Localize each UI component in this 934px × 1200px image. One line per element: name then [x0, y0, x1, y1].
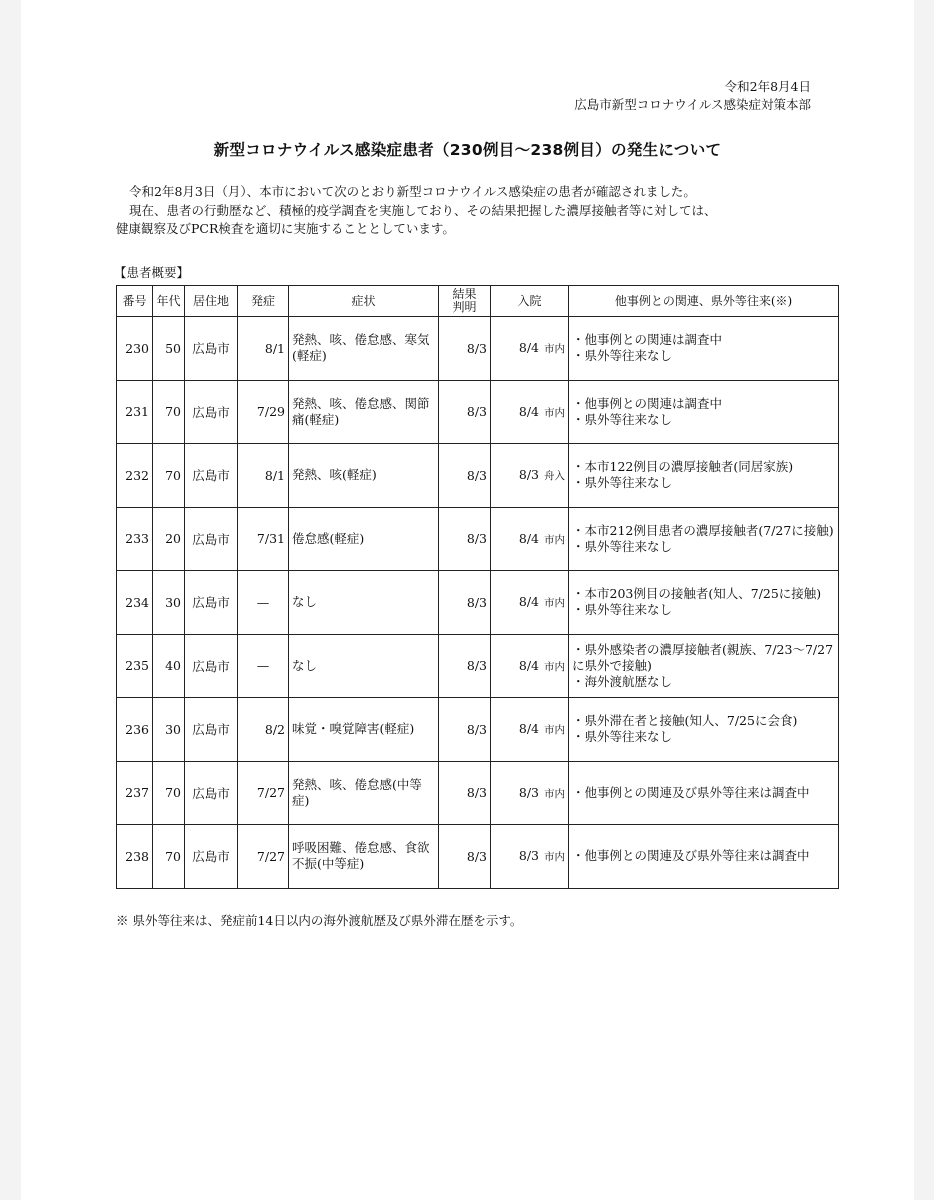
relation-line: ・本市203例目の接触者(知人、7/25に接触)	[572, 586, 822, 602]
admission-date: 8/4	[518, 721, 539, 737]
relation-line: ・県外等往来なし	[572, 475, 673, 491]
cell-no: 236	[117, 698, 153, 762]
cell-age: 40	[153, 634, 185, 698]
table-row	[117, 380, 839, 444]
admission-location: 市内	[544, 343, 565, 356]
cell-relation	[569, 825, 839, 889]
admission-location: 市内	[544, 597, 565, 610]
cell-admission	[491, 507, 569, 571]
cell-no: 237	[117, 761, 153, 825]
admission-date: 8/4	[518, 403, 539, 419]
table-row	[117, 571, 839, 635]
document-title: 新型コロナウイルス感染症患者（230例目～238例目）の発生について	[213, 141, 722, 159]
cell-relation	[569, 444, 839, 508]
cell-relation	[569, 507, 839, 571]
cell-age: 70	[153, 761, 185, 825]
cell-admission	[491, 698, 569, 762]
cell-age: 50	[153, 317, 185, 381]
table-row	[117, 317, 839, 381]
header-result-line1: 結果	[452, 287, 477, 301]
admission-date: 8/4	[518, 530, 539, 546]
header-symptoms: 症状	[289, 286, 439, 317]
admission-date: 8/4	[518, 340, 539, 356]
table-row	[117, 634, 839, 698]
cell-no: 233	[117, 507, 153, 571]
relation-line: ・県外等往来なし	[572, 538, 673, 554]
cell-admission	[491, 380, 569, 444]
admission-date: 8/4	[518, 657, 539, 673]
cell-age: 30	[153, 698, 185, 762]
cell-onset: —	[238, 634, 289, 698]
cell-residence: 広島市	[185, 634, 238, 698]
cell-residence: 広島市	[185, 825, 238, 889]
header-result-line2: 判明	[452, 300, 477, 314]
cell-onset: 7/27	[238, 761, 289, 825]
header-admission: 入院	[491, 286, 569, 317]
cell-relation	[569, 761, 839, 825]
paragraph: 現在、患者の行動歴など、積極的疫学調査を実施しており、その結果把握した濃厚接触者等に対しては、	[129, 202, 717, 218]
cell-onset: 8/1	[238, 317, 289, 381]
table-header-row	[117, 286, 839, 317]
cell-onset: 7/29	[238, 380, 289, 444]
cell-onset: 7/27	[238, 825, 289, 889]
cell-age: 20	[153, 507, 185, 571]
cell-residence: 広島市	[185, 380, 238, 444]
cell-relation	[569, 634, 839, 698]
cell-result: 8/3	[439, 634, 491, 698]
cell-result: 8/3	[439, 761, 491, 825]
cell-age: 30	[153, 571, 185, 635]
admission-date: 8/3	[518, 467, 539, 483]
relation-line: ・海外渡航歴なし	[572, 673, 673, 689]
cell-onset: 8/2	[238, 698, 289, 762]
cell-symptoms: 呼吸困難、倦怠感、食欲不振(中等症)	[289, 825, 439, 889]
cell-no: 231	[117, 380, 153, 444]
table-row	[117, 507, 839, 571]
cell-result: 8/3	[439, 444, 491, 508]
cell-age: 70	[153, 825, 185, 889]
paragraph: 令和2年8月3日（月）、本市において次のとおり新型コロナウイルス感染症の患者が確認されました。	[129, 184, 696, 199]
cell-admission	[491, 317, 569, 381]
admission-date: 8/3	[518, 848, 539, 864]
relation-line: ・県外等往来なし	[572, 348, 673, 364]
section-label: 【患者概要】	[114, 265, 190, 280]
cell-result: 8/3	[439, 571, 491, 635]
cell-age: 70	[153, 380, 185, 444]
header-onset: 発症	[238, 286, 289, 317]
cell-no: 234	[117, 571, 153, 635]
cell-admission	[491, 761, 569, 825]
cell-symptoms: 発熱、咳、倦怠感、関節痛(軽症)	[289, 380, 439, 444]
relation-line: ・他事例との関連及び県外等往来は調査中	[572, 784, 810, 800]
header-age: 年代	[153, 286, 185, 317]
cell-onset: —	[238, 571, 289, 635]
footnote: ※ 県外等往来は、発症前14日以内の海外渡航歴及び県外滞在歴を示す。	[116, 913, 523, 928]
admission-date: 8/4	[518, 594, 539, 610]
relation-line: ・本市122例目の濃厚接触者(同居家族)	[572, 459, 794, 475]
cell-result: 8/3	[439, 380, 491, 444]
cell-onset: 8/1	[238, 444, 289, 508]
cell-age: 70	[153, 444, 185, 508]
relation-line: ・本市212例目患者の濃厚接触者(7/27に接触)	[572, 522, 834, 538]
cell-residence: 広島市	[185, 444, 238, 508]
patient-table	[116, 285, 839, 889]
paragraph: 健康観察及びPCR検査を適切に実施することとしています。	[116, 221, 455, 236]
header-no: 番号	[117, 286, 153, 317]
relation-line: ・他事例との関連は調査中	[572, 332, 723, 348]
admission-location: 市内	[544, 406, 565, 419]
cell-symptoms: なし	[289, 634, 439, 698]
cell-no: 230	[117, 317, 153, 381]
cell-result: 8/3	[439, 698, 491, 762]
table-row	[117, 698, 839, 762]
header-result	[439, 286, 491, 317]
admission-location: 市内	[544, 787, 565, 800]
relation-line: ・県外等往来なし	[572, 602, 673, 618]
table-row	[117, 444, 839, 508]
cell-residence: 広島市	[185, 507, 238, 571]
relation-line: ・県外等往来なし	[572, 411, 673, 427]
cell-symptoms: なし	[289, 571, 439, 635]
header-residence: 居住地	[185, 286, 238, 317]
cell-result: 8/3	[439, 317, 491, 381]
relation-line: ・他事例との関連は調査中	[572, 395, 723, 411]
cell-admission	[491, 825, 569, 889]
admission-location: 舟入	[544, 470, 565, 483]
admission-location: 市内	[544, 660, 565, 673]
cell-symptoms: 発熱、咳、倦怠感(中等症)	[289, 761, 439, 825]
relation-line: ・他事例との関連及び県外等往来は調査中	[572, 848, 810, 864]
issuing-organization: 広島市新型コロナウイルス感染症対策本部	[574, 97, 811, 112]
cell-relation	[569, 380, 839, 444]
cell-residence: 広島市	[185, 698, 238, 762]
admission-location: 市内	[544, 533, 565, 546]
admission-location: 市内	[544, 724, 565, 737]
relation-line: ・県外滞在者と接触(知人、7/25に会食)	[572, 713, 798, 729]
cell-symptoms: 倦怠感(軽症)	[289, 507, 439, 571]
cell-admission	[491, 634, 569, 698]
cell-admission	[491, 444, 569, 508]
cell-symptoms: 発熱、咳(軽症)	[289, 444, 439, 508]
cell-admission	[491, 571, 569, 635]
cell-result: 8/3	[439, 507, 491, 571]
cell-relation	[569, 317, 839, 381]
cell-residence: 広島市	[185, 761, 238, 825]
body-text	[116, 183, 836, 239]
issue-date: 令和2年8月4日	[724, 79, 811, 94]
cell-symptoms: 発熱、咳、倦怠感、寒気(軽症)	[289, 317, 439, 381]
cell-result: 8/3	[439, 825, 491, 889]
table-row	[117, 825, 839, 889]
cell-no: 235	[117, 634, 153, 698]
cell-onset: 7/31	[238, 507, 289, 571]
relation-line: ・県外感染者の濃厚接触者(親族、7/23～7/27に県外で接触)	[572, 641, 834, 673]
cell-residence: 広島市	[185, 571, 238, 635]
admission-date: 8/3	[518, 784, 539, 800]
cell-residence: 広島市	[185, 317, 238, 381]
cell-relation	[569, 571, 839, 635]
cell-no: 238	[117, 825, 153, 889]
header-relation: 他事例との関連、県外等往来(※)	[569, 286, 839, 317]
cell-no: 232	[117, 444, 153, 508]
admission-location: 市内	[544, 851, 565, 864]
table-row	[117, 761, 839, 825]
cell-relation	[569, 698, 839, 762]
document-page	[21, 0, 914, 1200]
document-header	[574, 78, 811, 114]
relation-line: ・県外等往来なし	[572, 729, 673, 745]
cell-symptoms: 味覚・嗅覚障害(軽症)	[289, 698, 439, 762]
